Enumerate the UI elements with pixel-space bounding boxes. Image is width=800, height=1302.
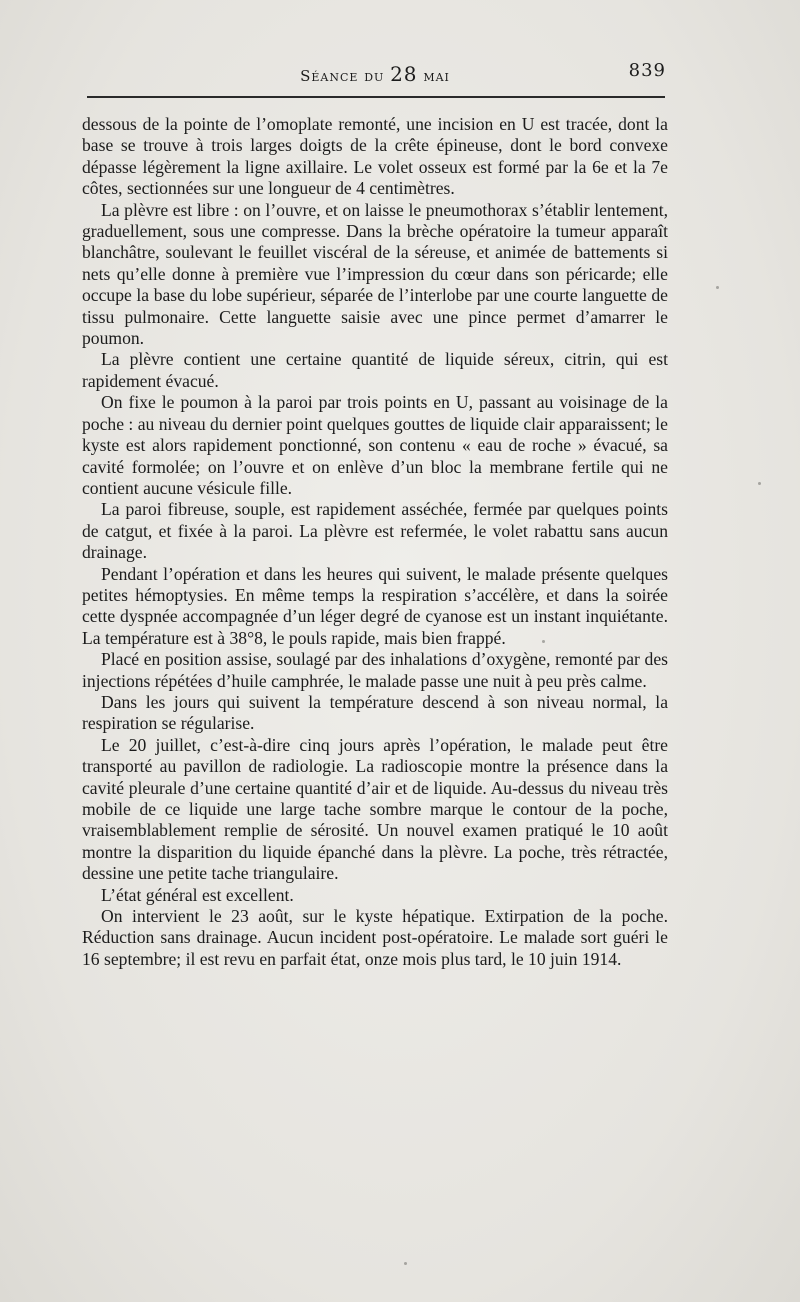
paragraph-8: Dans les jours qui suivent la température descend à son niveau normal, la respiration se régularise. <box>82 691 668 734</box>
running-title-month: mai <box>423 67 450 85</box>
body-text <box>82 114 668 970</box>
paragraph-3: La plèvre contient une certaine quantité de liquide séreux, citrin, qui est rapidement évacué. <box>82 349 668 391</box>
paragraph-4: On fixe le poumon à la paroi par trois points en U, passant au voisinage de la poche : au niveau du dernier point quelques gouttes de liquide clair apparaissent; le kyste est alors rapidement ponctionné, son contenu « eau de roche » évacué, sa cavité formolée; on l’ouvre et on enlève d’un bloc la membrane fertile qui ne contient aucune vésicule fille. <box>82 392 668 498</box>
paper-speck <box>758 482 761 485</box>
running-title-prefix: Séance du <box>300 67 385 85</box>
paragraph-6: Pendant l’opération et dans les heures qui suivent, le malade présente quelques petites hémoptysies. En même temps la respiration s’accélère, et dans la soirée cette dyspnée accompagnée d’un léger degré de cyanose est un instant inquiétante. La température est à 38°8, le pouls rapide, mais bien frappé. <box>82 563 668 648</box>
running-head <box>84 58 666 86</box>
paragraph-9: Le 20 juillet, c’est-à-dire cinq jours après l’opération, le malade peut être transporté au pavillon de radiologie. La radioscopie montre la présence dans la cavité pleurale d’une certaine quantité d’air et de liquide. Au-dessus du niveau très mobile de ce liquide une large tache sombre marque le contour de la poche, vraisemblablement remplie de sérosité. Un nouvel examen pratiqué le 10 août montre la disparition du liquide épanché dans la plèvre. La poche, très rétractée, dessine une petite tache triangulaire. <box>82 734 668 884</box>
running-title <box>84 62 666 86</box>
paragraph-1: dessous de la pointe de l’omoplate remonté, une incision en U est tracée, dont la base se trouve à trois larges doigts de la crête épineuse, dont le bord convexe dépasse légèrement la ligne axillaire. Le volet osseux est formé par la 6e et la 7e côtes, sectionnées sur une longueur de 4 centimètres. <box>82 114 668 199</box>
paragraph-5: La paroi fibreuse, souple, est rapidement asséchée, fermée par quelques points de catgut, et fixée à la paroi. La plèvre est refermée, le volet rabattu sans aucun drainage. <box>82 499 668 563</box>
paper-speck <box>542 640 545 643</box>
paper-speck <box>404 1262 407 1265</box>
running-title-day: 28 <box>390 62 418 86</box>
header-rule <box>87 96 665 98</box>
page-number: 839 <box>628 60 666 81</box>
paragraph-10: L’état général est excellent. <box>101 884 294 905</box>
paper-speck <box>716 286 719 289</box>
paragraph-11: On intervient le 23 août, sur le kyste hépatique. Extirpation de la poche. Réduction sans drainage. Aucun incident post-opératoire. Le malade sort guéri le 16 septembre; il est revu en parfait état, onze mois plus tard, le 10 juin 1914. <box>82 906 668 969</box>
paragraph-2: La plèvre est libre : on l’ouvre, et on laisse le pneumothorax s’établir lentement, graduellement, sous une compresse. Dans la brèche opératoire la tumeur apparaît blanchâtre, soulevant le feuillet viscéral de la séreuse, et animée de battements si nets qu’elle donne à première vue l’impression du cœur dans son péricarde; elle occupe la base du lobe supérieur, séparée de l’interlobe par une courte languette de tissu pulmonaire. Cette languette saisie avec une pince permet d’amarrer le poumon. <box>82 199 668 349</box>
paragraph-7: Placé en position assise, soulagé par des inhalations d’oxygène, remonté par des injections répétées d’huile camphrée, le malade passe une nuit à peu près calme. <box>82 649 668 691</box>
